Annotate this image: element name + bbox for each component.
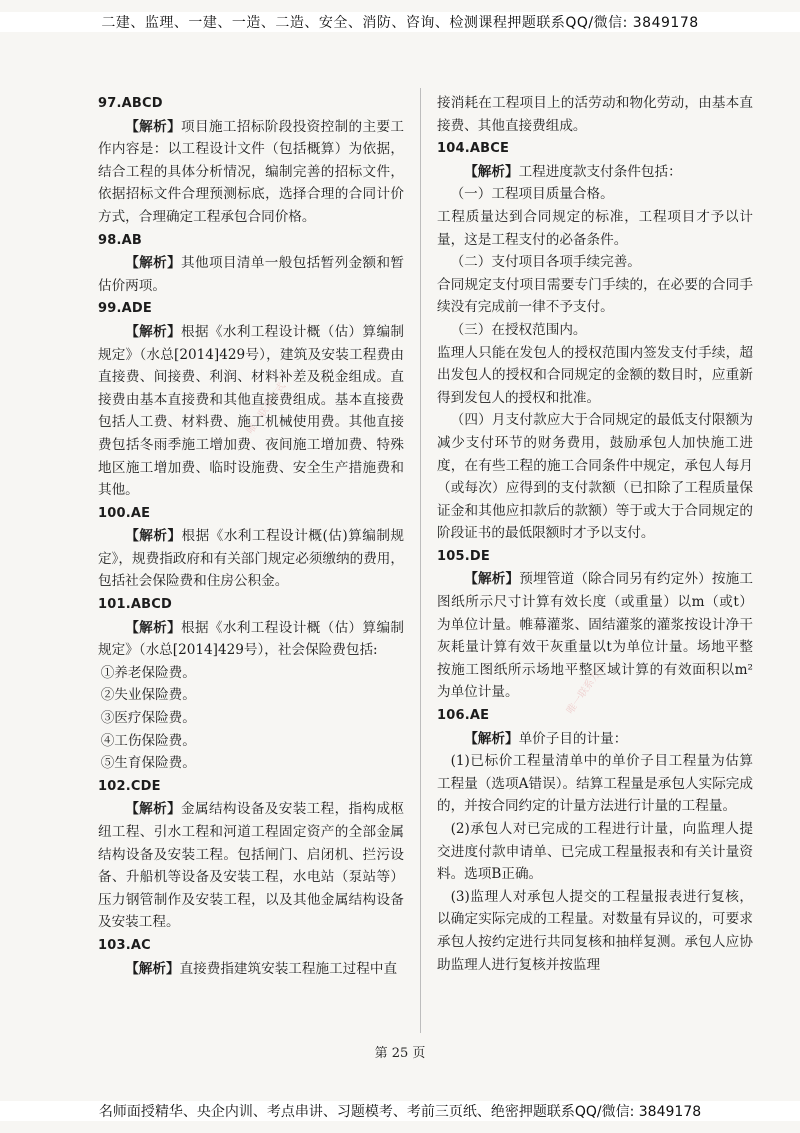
answer-100-explanation: 【解析】根据《水利工程设计概(估)算编制规定》，规费指政府和有关部门规定必须缴纳的费用，包括社会保险费和住房公积金。 <box>98 528 404 590</box>
answer-104-condition-1-title: （一）工程项目质量合格。 <box>450 186 614 203</box>
answer-104-condition-4-text: （四）月支付款应大于合同规定的最低支付限额为减少支付环节的财务费用，鼓励承包人加快施工进度，在有些工程的施工合同条件中规定，承包人每月（或每次）应得到的支付款额（已扣除了工程质量保证金和其他应扣款后的款额）等于或大于合同规定的阶段证书的最低限额时才予以支付。 <box>437 412 753 542</box>
answer-102-explanation: 【解析】金属结构设备及安装工程，指构成枢纽工程、引水工程和河道工程固定资产的全部金属结构设备及安装工程。包括闸门、启闭机、拦污设备、升船机等设备及安装工程，水电站（泵站等）压力钢管制作及安装工程，以及其他金属结构设备及安装工程。 <box>98 801 405 931</box>
list-item: ⑤生育保险费。 <box>100 755 196 772</box>
explanation-tag: 【解析】 <box>125 118 182 135</box>
answer-99-explanation: 【解析】根据《水利工程设计概（估）算编制规定》（水总[2014]429号），建筑及安装工程费由直接费、间接费、利润、材料补差及税金组成。直接费由基本直接费和其他直接费组成。基本直接费包括人工费、材料费、施工机械使用费。其他直接费包括冬雨季施工增加费、夜间施工增加费、特殊地区施工增加费、临时设施费、安全生产措施费和其他。 <box>98 323 405 499</box>
answer-101-explanation: 【解析】根据《水利工程设计概（估）算编制规定》（水总[2014]429号），社会保险费包括: <box>98 619 405 659</box>
explanation-tag: 【解析】 <box>125 619 182 636</box>
answer-104-condition-2-title: （二）支付项目各项手续完善。 <box>450 254 641 271</box>
explanation-tag: 【解析】 <box>464 571 520 588</box>
answer-97-label: 97.ABCD <box>98 96 163 111</box>
answer-103-explanation: 【解析】直接费指建筑安装工程施工过程中直 <box>125 960 398 977</box>
list-item: ④工伤保险费。 <box>100 732 196 749</box>
answer-104-intro: 【解析】工程进度款支付条件包括： <box>464 163 682 180</box>
explanation-tag: 【解析】 <box>464 730 519 747</box>
explanation-tag: 【解析】 <box>125 801 182 818</box>
right-column <box>437 92 753 976</box>
footer-banner: 名师面授精华、央企内训、考点串讲、习题模考、考前三页纸、绝密押题联系QQ/微信: 3849178 <box>0 1101 800 1121</box>
answer-106-point-1: (1)已标价工程量清单中的单价子目工程量为估算工程量（选项A错误）。结算工程量是承包人实际完成的，并按合同约定的计量方法进行计量的工程量。 <box>437 753 753 815</box>
answer-106-label: 106.AE <box>437 708 490 724</box>
answer-103-label: 103.AC <box>98 937 151 953</box>
explanation-tag: 【解析】 <box>125 528 182 545</box>
answer-104-condition-3-text: 监理人只能在发包人的授权范围内签发支付手续，超出发包人的授权和合同规定的金额的数目时，应重新得到发包人的授权和批准。 <box>437 344 753 406</box>
list-item: ③医疗保险费。 <box>100 710 196 727</box>
answer-98-label: 98.AB <box>98 232 142 248</box>
answer-104-label: 104.ABCE <box>437 141 510 157</box>
answer-104-condition-2-text: 合同规定支付项目需要专门手续的，在必要的合同手续没有完成前一律不予支付。 <box>437 276 753 316</box>
explanation-tag: 【解析】 <box>125 323 182 340</box>
page-number: 第 25 页 <box>374 1046 426 1061</box>
column-divider <box>420 88 421 1033</box>
left-column <box>98 92 404 980</box>
answer-104-condition-1-text: 工程质量达到合同规定的标准，工程项目才予以计量，这是工程支付的必备条件。 <box>437 208 753 248</box>
explanation-tag: 【解析】 <box>464 163 519 180</box>
answer-106-point-3: (3)监理人对承包人提交的工程量报表进行复核，以确定实际完成的工程量。对数量有异议的，可要求承包人按约定进行共同复核和抽样复测。承包人应协助监理人进行复核并按监理 <box>437 888 753 973</box>
answer-101-label: 101.ABCD <box>98 597 172 613</box>
answer-97-explanation: 【解析】项目施工招标阶段投资控制的主要工作内容是：以工程设计文件（包括概算）为依据，结合工程的具体分析情况，编制完善的招标文件，依据招标文件合理预测标底，选择合理的合同计价方式，合理确定工程承包合同价格。 <box>98 118 405 225</box>
answer-105-label: 105.DE <box>437 548 490 564</box>
watermark: 唯一联系方式 <box>244 380 289 437</box>
explanation-tag: 【解析】 <box>125 255 182 272</box>
header-banner: 二建、监理、一建、一造、二造、安全、消防、咨询、检测课程押题联系QQ/微信: 3849178 <box>0 12 800 32</box>
answer-106-point-2: (2)承包人对已完成的工程进行计量，向监理人提交进度付款申请单、已完成工程量报表和有关计量资料。选项B正确。 <box>437 821 753 883</box>
answer-98-explanation: 【解析】其他项目清单一般包括暂列金额和暂估价两项。 <box>98 255 405 294</box>
answer-103-explanation-continued: 接消耗在工程项目上的活劳动和物化劳动，由基本直接费、其他直接费组成。 <box>437 95 753 134</box>
list-item: ②失业保险费。 <box>100 687 196 704</box>
answer-104-condition-3-title: （三）在授权范围内。 <box>450 321 587 338</box>
answer-99-label: 99.ADE <box>98 301 152 317</box>
explanation-tag: 【解析】 <box>125 960 180 977</box>
answer-105-explanation: 【解析】预埋管道（除合同另有约定外）按施工图纸所示尺寸计算有效长度（或重量）以m（或t）为单位计量。帷幕灌浆、固结灌浆的灌浆按设计净干灰耗量计算有效干灰重量以t为单位计量。场地平整按施工图纸所示场地平整区域计算的有效面积以m²为单位计量。 <box>437 571 754 701</box>
answer-102-label: 102.CDE <box>98 778 161 794</box>
watermark: 唯一联系方式 <box>564 660 609 717</box>
list-item: ①养老保险费。 <box>100 664 196 681</box>
answer-106-intro: 【解析】单价子目的计量： <box>464 730 628 747</box>
answer-100-label: 100.AE <box>98 505 151 521</box>
